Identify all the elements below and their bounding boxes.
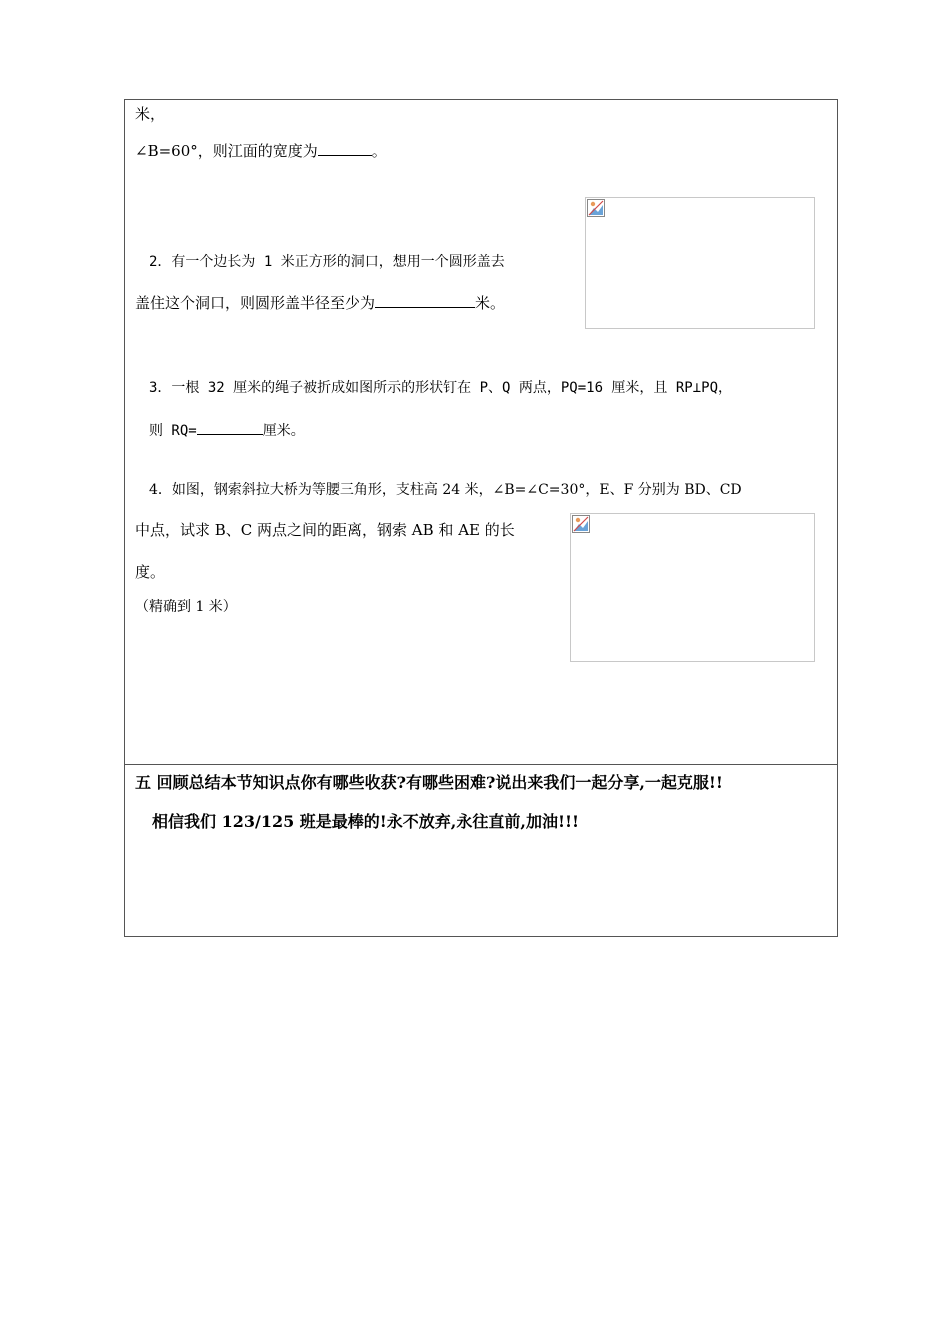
table-row-divider xyxy=(124,764,838,765)
q2-line1: 2．有一个边长为 1 米正方形的洞口，想用一个圆形盖去 xyxy=(149,254,505,270)
q1-line2-end: 。 xyxy=(371,142,387,160)
broken-image-icon xyxy=(572,515,590,533)
q3-line1: 3．一根 32 厘米的绳子被折成如图所示的形状钉在 P、Q 两点，PQ=16 厘米，且 RP⊥PQ， xyxy=(149,380,733,396)
answer-blank[interactable] xyxy=(375,292,475,308)
section5-encouragement: 相信我们 123/125 班是最棒的!永不放弃,永往直前,加油!!! xyxy=(152,812,580,831)
q4-line2: 中点，试求 B、C 两点之间的距离，钢索 AB 和 AE 的长 xyxy=(135,521,515,539)
q2-line2 xyxy=(135,292,505,313)
q3-line2-text: 则 RQ= xyxy=(149,423,197,439)
q2-figure xyxy=(585,197,815,329)
q2-line2-end: 米。 xyxy=(475,294,506,312)
q1-line1: 米， xyxy=(135,105,166,123)
answer-blank[interactable] xyxy=(318,140,372,156)
q4-line4: （精确到 1 米） xyxy=(135,599,237,615)
answer-blank[interactable] xyxy=(197,419,263,435)
section5-heading: 五 回顾总结本节知识点你有哪些收获?有哪些困难?说出来我们一起分享,一起克服!! xyxy=(135,773,723,792)
q1-line2-text: ∠B=60°，则江面的宽度为 xyxy=(135,142,318,160)
q4-line1: 4．如图，钢索斜拉大桥为等腰三角形，支柱高 24 米，∠B=∠C=30°，E、F 分别为 BD、CD xyxy=(149,482,742,498)
broken-image-icon xyxy=(587,199,605,217)
q1-line2 xyxy=(135,140,387,161)
q3-line2 xyxy=(149,419,305,441)
q4-line3: 度。 xyxy=(135,563,166,581)
q2-line2-text: 盖住这个洞口，则圆形盖半径至少为 xyxy=(135,294,376,312)
q3-line2-end: 厘米。 xyxy=(262,423,305,439)
q4-figure xyxy=(570,513,815,662)
